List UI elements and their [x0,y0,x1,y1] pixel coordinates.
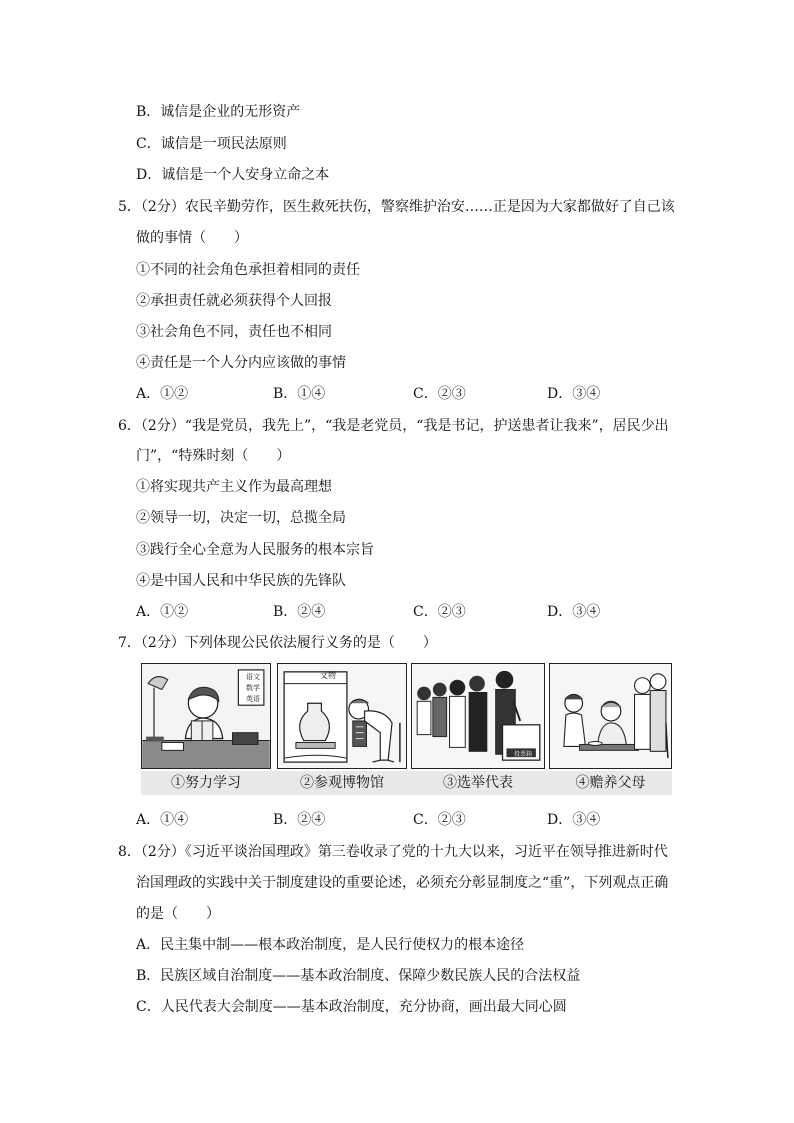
panel-family-illustration [549,663,672,769]
q8-option-b: B．民族区域自治制度——基本政治制度、保障少数民族人民的合法权益 [136,968,581,984]
q8-stem: 8．（2分）《习近平谈治国理政》第三卷收录了党的十九大以来，习近平在领导推进新时代 [118,844,668,860]
q5-option-c: C．②③ [413,386,466,402]
q7-figure [141,663,672,797]
q6-item-2: ②领导一切，决定一切，总揽全局 [136,510,346,526]
board-line-english: 英语 [246,695,260,703]
q6-item-3: ③践行全心全意为人民服务的根本宗旨 [136,542,374,558]
q6-option-b: B．②④ [273,604,326,620]
board-line-math: 数学 [246,684,260,692]
q5-option-a: A．①② [136,386,189,402]
q6-option-d: D．③④ [547,604,601,620]
q4-option-c: C．诚信是一项民法原则 [136,136,287,152]
caption-election: ③选举代表 [443,775,513,791]
q8-stem-cont-2: 的是（ ） [136,906,220,922]
q5-item-2: ②承担责任就必须获得个人回报 [136,293,332,309]
museum-visit-drawing [278,664,406,768]
q7-option-c: C．②③ [413,812,466,828]
relic-label: 文物 [320,671,336,680]
q7-option-d: D．③④ [547,812,601,828]
q7-option-b: B．②④ [273,812,326,828]
q5-item-3: ③社会角色不同，责任也不相同 [136,324,332,340]
q5-stem: 5．（2分）农民辛勤劳作，医生救死扶伤，警察维护治安……正是因为大家都做好了自己该 [118,199,675,215]
q4-option-d: D．诚信是一个人安身立命之本 [136,167,330,183]
q8-option-c: C．人民代表大会制度——基本政治制度，充分协商，画出最大同心圆 [136,999,567,1015]
board-line-chinese: 语文 [246,673,260,681]
q4-option-b: B．诚信是企业的无形资产 [136,104,301,120]
q5-stem-cont: 做的事情（ ） [136,230,248,246]
supporting-parents-drawing [550,664,671,768]
q6-item-1: ①将实现共产主义作为最高理想 [136,479,332,495]
q6-stem: 6．（2分）“我是党员，我先上”，“我是老党员，“我是书记，护送患者让我来”，居民少出 [118,418,669,434]
q6-option-a: A．①② [136,604,189,620]
q5-item-4: ④责任是一个人分内应该做的事情 [136,355,346,371]
q7-option-a: A．①④ [136,812,189,828]
q8-stem-cont-1: 治国理政的实践中关于制度建设的重要论述，必须充分彰显制度之“重”，下列观点正确 [136,875,669,891]
caption-museum: ②参观博物馆 [300,775,384,791]
q6-option-c: C．②③ [413,604,466,620]
caption-study: ①努力学习 [171,775,241,791]
q5-option-b: B．①④ [273,386,326,402]
caption-parents: ④赡养父母 [575,775,646,791]
panel-election-illustration [411,663,545,769]
q5-item-1: ①不同的社会角色承担着相同的责任 [136,262,360,278]
q7-stem: 7．（2分）下列体现公民依法履行义务的是（ ） [118,635,437,651]
q6-item-4: ④是中国人民和中华民族的先锋队 [136,573,346,589]
q5-option-d: D．③④ [547,386,601,402]
q8-option-a: A．民主集中制——根本政治制度，是人民行使权力的根本途径 [136,937,525,953]
subjects-board [242,672,264,705]
panel-museum-illustration [277,663,407,769]
panel-study-illustration [141,663,271,769]
q6-stem-cont: 门”，“特殊时刻（ ） [136,448,291,464]
ballot-box-label: 投票箱 [513,751,532,758]
